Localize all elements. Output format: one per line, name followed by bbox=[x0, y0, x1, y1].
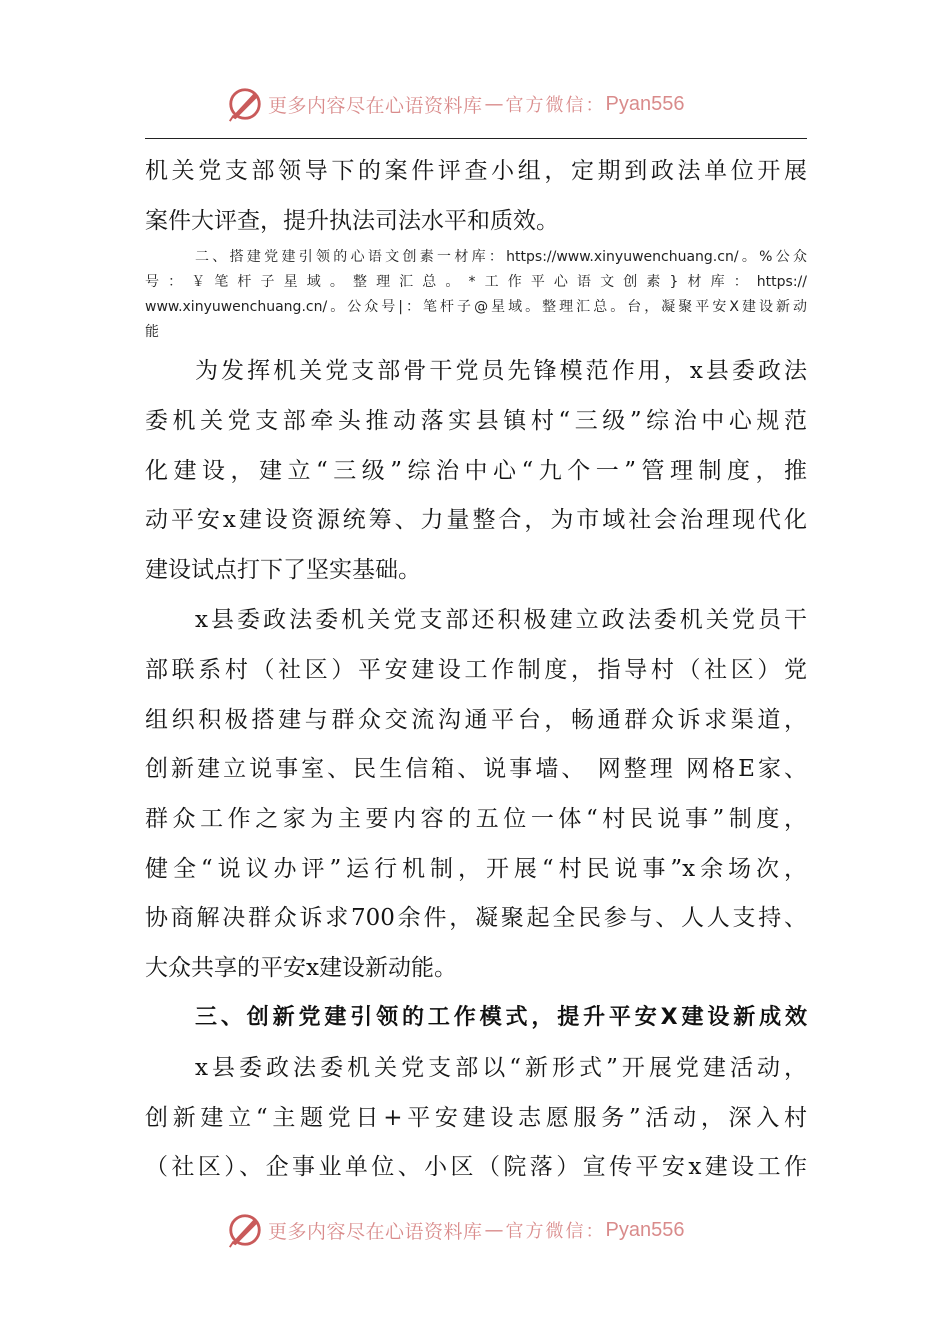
body-line: 机关党支部领导下的案件评查小组，定期到政法单位开展 bbox=[145, 158, 807, 184]
paragraph-2-line: 部联系村（社区）平安建设工作制度，指导村（社区）党 bbox=[145, 657, 807, 683]
section-2-heading-line: 号：￥笔杆子星域。整理汇总。*工作平心语文创素}材库：https:// bbox=[145, 274, 807, 290]
paragraph-3-line: （社区）、企事业单位、小区（院落）宣传平安x建设工作 bbox=[145, 1154, 807, 1180]
quill-pen-logo-icon bbox=[226, 85, 264, 123]
paragraph-2-line: 健全“说议办评”运行机制，开展“村民说事”x余场次， bbox=[145, 856, 807, 882]
paragraph-2-line: x县委政法委机关党支部还积极建立政法委机关党员干 bbox=[195, 607, 807, 633]
banner-wechat-label: 官方微信： bbox=[505, 1221, 606, 1242]
paragraph-2-line: 大众共享的平安x建设新动能。 bbox=[145, 955, 457, 981]
header-banner bbox=[226, 84, 684, 124]
paragraph-2-line: 协商解决群众诉求700余件，凝聚起全民参与、人人支持、 bbox=[145, 905, 807, 931]
banner-dash: — bbox=[484, 1219, 504, 1241]
paragraph-2-line: 群众工作之家为主要内容的五位一体“村民说事”制度， bbox=[145, 806, 807, 832]
banner-text: 更多内容尽在心语资料库 bbox=[268, 94, 483, 117]
banner-wechat-id: Pyan556 bbox=[605, 1218, 685, 1241]
section-2-heading-line: 二、搭建党建引领的心语文创素一材库：https://www.xinyuwenchuang.cn/。%公众 bbox=[195, 249, 807, 265]
paragraph-1-line: 为发挥机关党支部骨干党员先锋模范作用，x县委政法 bbox=[195, 358, 807, 384]
banner-wechat-id: Pyan556 bbox=[605, 92, 685, 115]
footer-banner bbox=[226, 1210, 684, 1250]
paragraph-2-line: 组织积极搭建与群众交流沟通平台，畅通群众诉求渠道， bbox=[145, 707, 807, 733]
banner-dash: — bbox=[484, 93, 504, 115]
paragraph-3-line: 创新建立“主题党日+平安建设志愿服务”活动，深入村 bbox=[145, 1105, 807, 1131]
paragraph-1-line: 动平安x建设资源统筹、力量整合，为市域社会治理现代化 bbox=[145, 507, 807, 533]
paragraph-1-line: 建设试点打下了坚实基础。 bbox=[145, 557, 421, 583]
quill-pen-logo-icon bbox=[226, 1211, 264, 1249]
section-2-heading-line: www.xinyuwenchuang.cn/。公众号|：笔杆子@星域。整理汇总。台，凝聚平安X建设新动 bbox=[145, 299, 807, 315]
header-divider bbox=[145, 138, 807, 139]
paragraph-1-line: 化建设，建立“三级”综治中心“九个一”管理制度，推 bbox=[145, 458, 807, 484]
paragraph-2-line: 创新建立说事室、民生信箱、说事墙、 网整理 网格E家、 bbox=[145, 756, 807, 782]
body-line: 案件大评查，提升执法司法水平和质效。 bbox=[145, 208, 559, 234]
section-2-heading-line: 能 bbox=[145, 324, 159, 340]
paragraph-1-line: 委机关党支部牵头推动落实县镇村“三级”综治中心规范 bbox=[145, 408, 807, 434]
banner-wechat-label: 官方微信： bbox=[505, 95, 606, 116]
section-3-heading: 三、创新党建引领的工作模式，提升平安X建设新成效 bbox=[195, 1005, 807, 1030]
paragraph-3-line: x县委政法委机关党支部以“新形式”开展党建活动， bbox=[195, 1055, 807, 1081]
banner-text: 更多内容尽在心语资料库 bbox=[268, 1220, 483, 1243]
